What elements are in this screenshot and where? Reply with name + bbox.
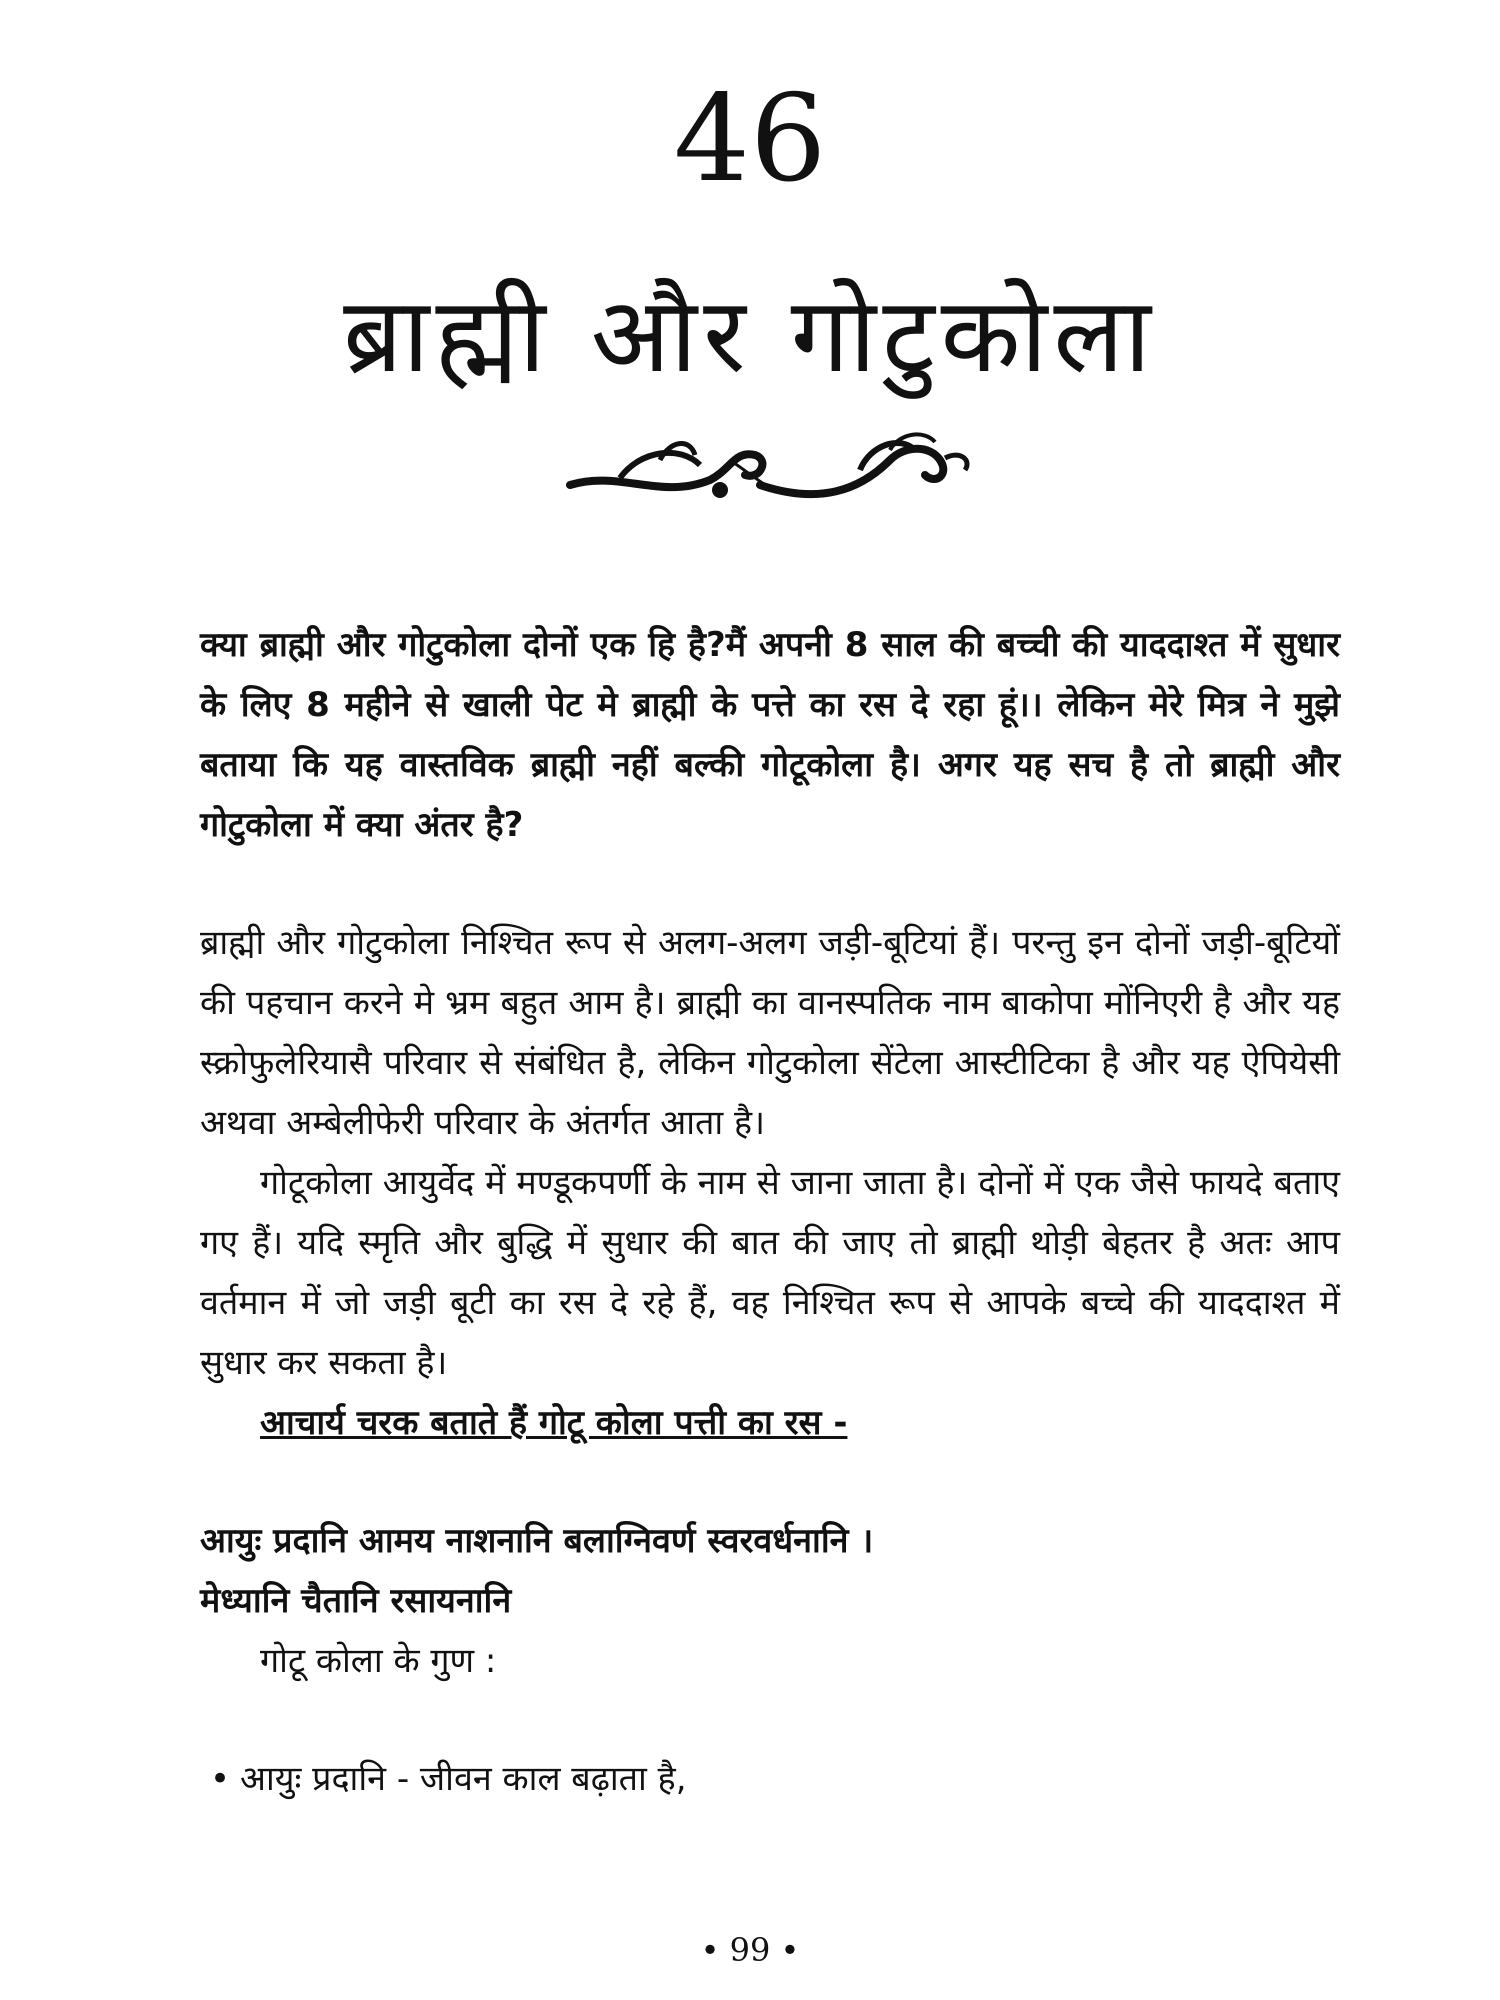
question-paragraph: क्या ब्राह्मी और गोटुकोला दोनों एक हि है?मैं अपनी 8 साल की बच्ची की याददाश्त में सुधार के लिए 8 महीने से खाली पेट मे ब्राह्मी के पत्ते का रस दे रहा हूं।। लेकिन मेरे मित्र ने मुझे बताया कि यह वास्तविक ब्राह्मी नहीं बल्की गोटूकोला है। अगर यह सच है तो ब्राह्मी और गोटुकोला में क्या अंतर है?	[200, 625, 1340, 845]
guna-heading: गोटू कोला के गुण :	[260, 1641, 497, 1681]
list-item-text: आयुः प्रदानि - जीवन काल बढ़ाता है,	[240, 1759, 687, 1799]
charak-heading: आचार्य चरक बताते हैं गोटू कोला पत्ती का रस -	[260, 1403, 848, 1443]
answer-paragraph-1: ब्राह्मी और गोटुकोला निश्चित रूप से अलग-अलग जड़ी-बूटियां हैं। परन्तु इन दोनों जड़ी-बूटियों की पहचान करने मे भ्रम बहुत आम है। ब्राह्मी का वानस्पतिक नाम बाकोपा मोंनिएरी है और यह स्क्रोफुलेरियासै परिवार से संबंधित है, लेकिन गोटुकोला सेंटेला आस्टीटिका है और यह ऐपियेसी अथवा अम्बेलीफेरी परिवार के अंतर्गत आता है।	[200, 923, 1340, 1143]
answer-paragraph-2: गोटूकोला आयुर्वेद में मण्डूकपर्णी के नाम से जाना जाता है। दोनों में एक जैसे फायदे बताए गए हैं। यदि स्मृति और बुद्धि में सुधार की बात की जाए तो ब्राह्मी थोड़ी बेहतर है अतः आप वर्तमान में जो जड़ी बूटी का रस दे रहे हैं, वह निश्चित रूप से आपके बच्चे की याददाश्त में सुधार कर सकता है।	[200, 1163, 1340, 1383]
shloka-line-1: आयुः प्रदानि आमय नाशनानि बलाग्निवर्ण स्वरवर्धनानि ।	[200, 1521, 874, 1561]
chapter-number: 46	[673, 70, 827, 209]
decorative-flourish-icon	[560, 430, 980, 510]
guna-list	[200, 1749, 1340, 1809]
bullet-icon: •	[210, 1759, 231, 1799]
page-number: • 99 •	[700, 1931, 800, 1969]
shloka-line-2: मेध्यानि चैतानि रसायनानि	[200, 1581, 512, 1621]
list-item	[200, 1749, 1340, 1809]
page-content	[200, 615, 1340, 1809]
chapter-title: ब्राह्मी और गोटुकोला	[343, 274, 1157, 396]
